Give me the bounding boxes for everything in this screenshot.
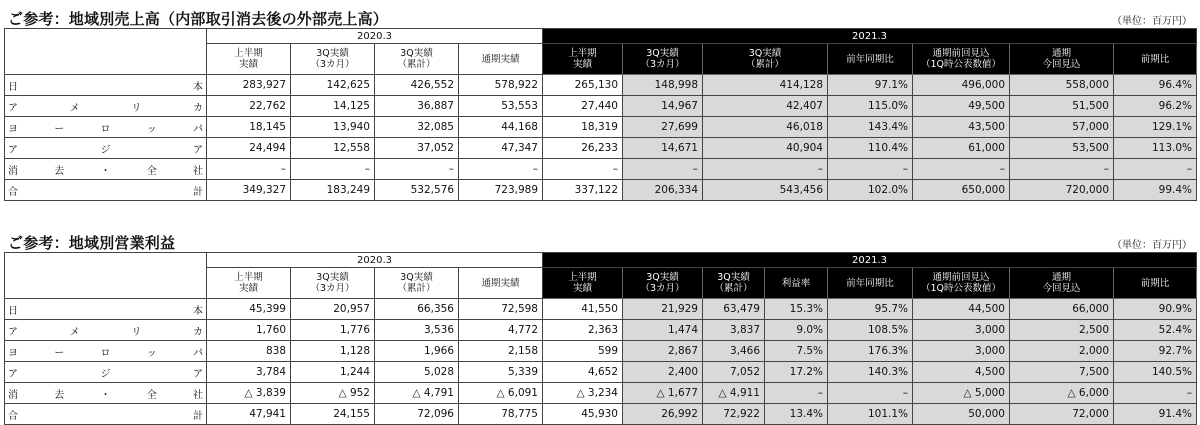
row-label-char: 合 [8,410,18,422]
value-cell: 283,927 [207,75,291,96]
value-cell: – [1010,159,1114,180]
row-label-char: 本 [193,305,203,317]
column-header [543,44,623,75]
row-label [5,117,207,138]
value-cell: 72,922 [703,404,765,425]
value-cell: 14,967 [623,96,703,117]
column-header [291,44,375,75]
column-header-line: （累計） [397,283,436,294]
column-header-line: 通期 [1051,48,1071,59]
row-label [5,75,207,96]
column-header [459,44,543,75]
profit-table [4,252,1197,425]
value-cell: △ 3,234 [543,383,623,404]
column-header [1010,268,1114,299]
row-label-char: ・ [100,165,111,177]
value-cell: 723,989 [459,180,543,201]
value-cell: 22,762 [207,96,291,117]
table-row [5,341,1197,362]
table-row [5,180,1197,201]
column-header-line: 3Q実績 [400,48,433,59]
year-2020-header: 2020.3 [207,29,543,44]
column-header-line: 前年同期比 [846,53,894,65]
row-label-char: ヨ [8,347,18,359]
value-cell: 1,244 [291,362,375,383]
row-label-char: ア [8,326,18,338]
column-header [1114,268,1197,299]
row-label-char: 去 [54,389,65,401]
value-cell: 206,334 [623,180,703,201]
value-cell: 66,356 [375,299,459,320]
value-cell: 50,000 [913,404,1010,425]
value-cell: 3,466 [703,341,765,362]
value-cell: 3,000 [913,320,1010,341]
value-cell: 49,500 [913,96,1010,117]
value-cell: 426,552 [375,75,459,96]
value-cell: 5,339 [459,362,543,383]
column-header-line: 通期実績 [481,53,520,65]
value-cell: 113.0% [1114,138,1197,159]
value-cell: 12,558 [291,138,375,159]
column-header-line: （累計） [397,59,436,70]
value-cell: 14,125 [291,96,375,117]
value-cell: 37,052 [375,138,459,159]
table-row [5,383,1197,404]
column-header-line: 実績 [238,283,258,294]
sales-table [4,28,1197,201]
value-cell: 414,128 [703,75,828,96]
value-cell: 47,941 [207,404,291,425]
sales-unit: （単位：百万円） [1112,16,1192,27]
value-cell: 97.1% [828,75,913,96]
value-cell: 17.2% [765,362,828,383]
row-label [5,159,207,180]
value-cell: 96.4% [1114,75,1197,96]
row-label-char: ジ [100,368,111,380]
value-cell: 720,000 [1010,180,1114,201]
value-cell: 101.1% [828,404,913,425]
column-header-line: （1Q時公表数値） [920,59,1002,70]
value-cell: 32,085 [375,117,459,138]
value-cell: 2,867 [623,341,703,362]
column-header [765,268,828,299]
value-cell: △ 1,677 [623,383,703,404]
value-cell: 1,760 [207,320,291,341]
column-header [207,44,291,75]
value-cell: 43,500 [913,117,1010,138]
value-cell: 496,000 [913,75,1010,96]
value-cell: 26,233 [543,138,623,159]
value-cell: 52.4% [1114,320,1197,341]
row-label-char: ア [193,368,203,380]
value-cell: △ 952 [291,383,375,404]
value-cell: △ 6,000 [1010,383,1114,404]
value-cell: 27,699 [623,117,703,138]
row-label-char: カ [192,326,203,338]
column-header [375,268,459,299]
value-cell: 532,576 [375,180,459,201]
column-header-line: 実績 [572,59,592,70]
value-cell: △ 5,000 [913,383,1010,404]
value-cell: 53,553 [459,96,543,117]
row-label-char: 日 [8,305,18,317]
row-label-char: メ [69,102,80,114]
row-label-char: 計 [193,186,203,198]
value-cell: 5,028 [375,362,459,383]
value-cell: 1,474 [623,320,703,341]
value-cell: 63,479 [703,299,765,320]
value-cell: 3,784 [207,362,291,383]
column-header [207,268,291,299]
value-cell: 2,400 [623,362,703,383]
value-cell: △ 3,839 [207,383,291,404]
row-label-char: リ [131,102,142,114]
value-cell: 90.9% [1114,299,1197,320]
value-cell: – [765,383,828,404]
value-cell: 26,992 [623,404,703,425]
corner-cell [5,29,207,75]
row-label [5,383,207,404]
value-cell: 13.4% [765,404,828,425]
value-cell: 24,155 [291,404,375,425]
value-cell: 13,940 [291,117,375,138]
year-2020-header: 2020.3 [207,253,543,268]
row-label [5,404,207,425]
column-header-line: 3Q実績 [400,272,433,283]
row-label-char: ・ [100,389,111,401]
value-cell: 578,922 [459,75,543,96]
value-cell: 115.0% [828,96,913,117]
value-cell: – [207,159,291,180]
value-cell: 91.4% [1114,404,1197,425]
column-header-line: 前年同期比 [846,277,894,289]
column-header-line: 前期比 [1140,53,1170,65]
row-label [5,299,207,320]
value-cell: – [291,159,375,180]
column-header-line: 今回見込 [1042,59,1081,70]
value-cell: △ 4,791 [375,383,459,404]
row-label-char: ア [8,368,18,380]
value-cell: 599 [543,341,623,362]
value-cell: 558,000 [1010,75,1114,96]
value-cell: 51,500 [1010,96,1114,117]
row-label-char: ア [8,102,18,114]
row-label-char: 消 [8,389,18,401]
value-cell: 108.5% [828,320,913,341]
value-cell: 14,671 [623,138,703,159]
value-cell: 18,145 [207,117,291,138]
column-header-line: 3Q実績 [316,48,349,59]
column-header-line: （3カ月） [310,283,355,294]
value-cell: 102.0% [828,180,913,201]
column-header [1010,44,1114,75]
value-cell: 3,536 [375,320,459,341]
table-row [5,138,1197,159]
value-cell: 838 [207,341,291,362]
value-cell: – [623,159,703,180]
column-header [828,268,913,299]
value-cell: 72,096 [375,404,459,425]
row-label-char: パ [193,123,203,135]
value-cell: 3,837 [703,320,765,341]
table-row [5,404,1197,425]
column-header [623,44,703,75]
row-label-char: ー [54,347,65,359]
column-header-line: （1Q時公表数値） [920,283,1002,294]
sales-title: ご参考：地域別売上高（内部取引消去後の外部売上高） [8,10,389,28]
value-cell: 2,500 [1010,320,1114,341]
column-header-line: 上半期 [234,272,263,283]
value-cell: 7,500 [1010,362,1114,383]
column-header [623,268,703,299]
value-cell: 95.7% [828,299,913,320]
value-cell: 99.4% [1114,180,1197,201]
row-label-char: カ [192,102,203,114]
value-cell: 66,000 [1010,299,1114,320]
row-label [5,341,207,362]
column-header-line: 通期 [1051,272,1071,283]
value-cell: 53,500 [1010,138,1114,159]
table-row [5,362,1197,383]
value-cell: 183,249 [291,180,375,201]
profit-title: ご参考：地域別営業利益 [8,234,176,252]
column-header-line: 3Q実績 [646,48,679,59]
row-label-char: ロ [100,123,111,135]
value-cell: 15.3% [765,299,828,320]
column-header [703,44,828,75]
value-cell: 20,957 [291,299,375,320]
value-cell: 57,000 [1010,117,1114,138]
row-label-char: 社 [193,389,203,401]
value-cell: 4,772 [459,320,543,341]
value-cell: 176.3% [828,341,913,362]
value-cell: 543,456 [703,180,828,201]
row-label-char: 去 [54,165,65,177]
column-header [913,268,1010,299]
value-cell: 96.2% [1114,96,1197,117]
value-cell: 3,000 [913,341,1010,362]
table-row [5,299,1197,320]
value-cell: 2,363 [543,320,623,341]
value-cell: 337,122 [543,180,623,201]
value-cell: 40,904 [703,138,828,159]
value-cell: 47,347 [459,138,543,159]
row-label [5,362,207,383]
value-cell: 142,625 [291,75,375,96]
column-header-line: （3カ月） [310,59,355,70]
column-header-line: 3Q実績 [748,48,782,59]
value-cell: △ 4,911 [703,383,765,404]
value-cell: 349,327 [207,180,291,201]
row-label-char: リ [131,326,142,338]
value-cell: – [828,383,913,404]
column-header [375,44,459,75]
value-cell: 92.7% [1114,341,1197,362]
table-row [5,96,1197,117]
row-label-char: 計 [193,410,203,422]
value-cell: 650,000 [913,180,1010,201]
value-cell: – [913,159,1010,180]
value-cell: 265,130 [543,75,623,96]
value-cell: 140.3% [828,362,913,383]
row-label [5,96,207,117]
value-cell: 72,000 [1010,404,1114,425]
value-cell: 18,319 [543,117,623,138]
column-header-line: 上半期 [568,48,597,59]
value-cell: – [459,159,543,180]
value-cell: 148,998 [623,75,703,96]
value-cell: 44,168 [459,117,543,138]
value-cell: △ 6,091 [459,383,543,404]
column-header-line: 今回見込 [1042,283,1081,294]
value-cell: – [1114,159,1197,180]
row-label-char: 社 [193,165,203,177]
column-header-line: 上半期 [234,48,263,59]
column-header-line: 通期前回見込 [932,272,990,283]
value-cell: 72,598 [459,299,543,320]
row-label-char: メ [69,326,80,338]
value-cell: 45,399 [207,299,291,320]
value-cell: 2,000 [1010,341,1114,362]
row-label [5,320,207,341]
year-2021-header: 2021.3 [543,253,1197,268]
value-cell: 24,494 [207,138,291,159]
table-row [5,75,1197,96]
value-cell: – [703,159,828,180]
column-header-line: 通期実績 [481,277,520,289]
value-cell: 61,000 [913,138,1010,159]
row-label-char: ア [193,144,203,156]
value-cell: 44,500 [913,299,1010,320]
column-header-line: （3カ月） [640,283,685,294]
column-header-line: （累計） [714,283,753,294]
column-header-line: 実績 [238,59,258,70]
column-header-line: 3Q実績 [717,272,750,283]
value-cell: 110.4% [828,138,913,159]
column-header-line: （累計） [745,59,784,70]
value-cell: 129.1% [1114,117,1197,138]
value-cell: 2,158 [459,341,543,362]
column-header [543,268,623,299]
value-cell: 41,550 [543,299,623,320]
row-label-char: ッ [146,123,157,135]
column-header-line: （3カ月） [640,59,685,70]
value-cell: – [828,159,913,180]
value-cell: 1,128 [291,341,375,362]
row-label-char: ロ [100,347,111,359]
row-label-char: 合 [8,186,18,198]
year-2021-header: 2021.3 [543,29,1197,44]
value-cell: 27,440 [543,96,623,117]
value-cell: 1,776 [291,320,375,341]
value-cell: 36,887 [375,96,459,117]
column-header [291,268,375,299]
value-cell: 4,500 [913,362,1010,383]
row-label-char: ジ [100,144,111,156]
value-cell: 45,930 [543,404,623,425]
table-row [5,320,1197,341]
row-label-char: ー [54,123,65,135]
column-header [828,44,913,75]
value-cell: 21,929 [623,299,703,320]
profit-unit: （単位：百万円） [1112,240,1192,251]
value-cell: 78,775 [459,404,543,425]
value-cell: – [543,159,623,180]
row-label [5,180,207,201]
column-header-line: 上半期 [568,272,597,283]
column-header [1114,44,1197,75]
value-cell: 7,052 [703,362,765,383]
row-label-char: ッ [146,347,157,359]
column-header [459,268,543,299]
column-header [703,268,765,299]
value-cell: 46,018 [703,117,828,138]
row-label-char: 全 [146,389,157,401]
value-cell: – [375,159,459,180]
row-label-char: 消 [8,165,18,177]
row-label-char: ヨ [8,123,18,135]
value-cell: – [1114,383,1197,404]
column-header-line: 実績 [572,283,592,294]
table-row [5,159,1197,180]
column-header [913,44,1010,75]
corner-cell [5,253,207,299]
column-header-line: 利益率 [781,277,811,289]
table-row [5,117,1197,138]
value-cell: 140.5% [1114,362,1197,383]
row-label-char: 本 [193,81,203,93]
value-cell: 42,407 [703,96,828,117]
column-header-line: 3Q実績 [646,272,679,283]
row-label-char: ア [8,144,18,156]
value-cell: 7.5% [765,341,828,362]
value-cell: 143.4% [828,117,913,138]
column-header-line: 前期比 [1140,277,1170,289]
row-label-char: 日 [8,81,18,93]
row-label-char: パ [193,347,203,359]
value-cell: 1,966 [375,341,459,362]
column-header-line: 通期前回見込 [932,48,990,59]
row-label [5,138,207,159]
row-label-char: 全 [146,165,157,177]
column-header-line: 3Q実績 [316,272,349,283]
value-cell: 4,652 [543,362,623,383]
value-cell: 9.0% [765,320,828,341]
